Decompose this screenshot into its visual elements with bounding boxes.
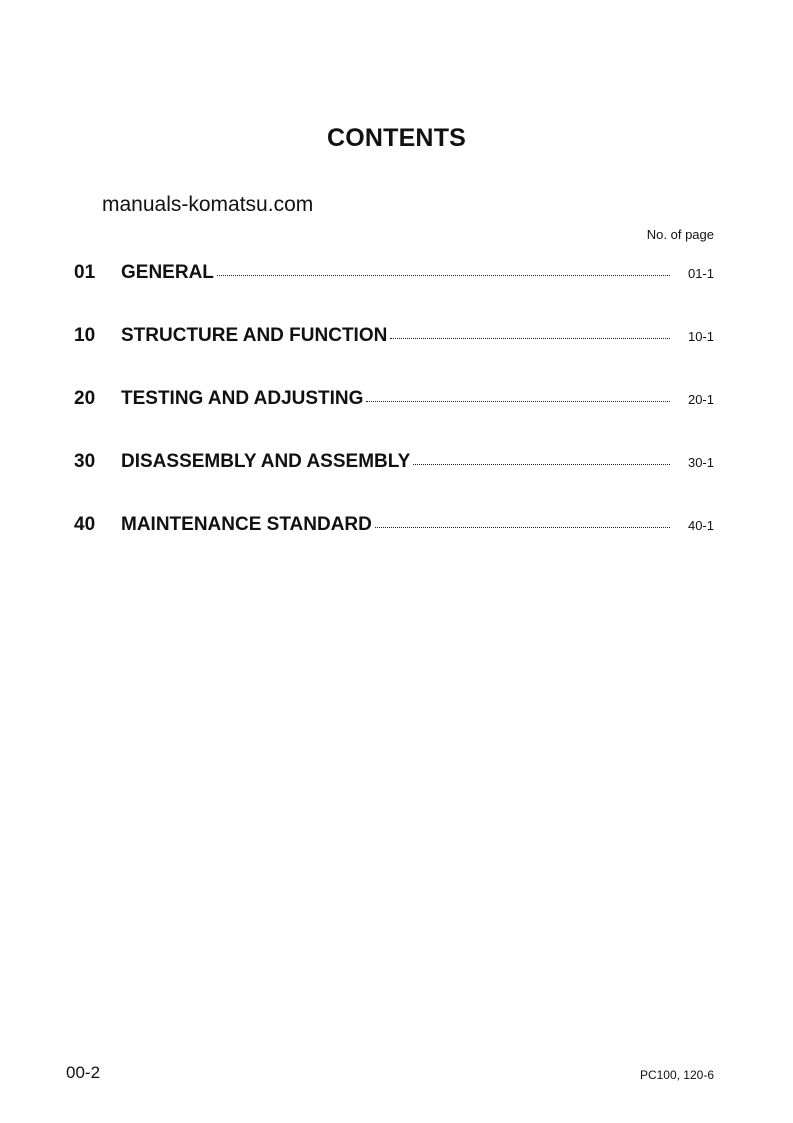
toc-dot-leader <box>366 400 670 402</box>
footer-model-designation: PC100, 120-6 <box>639 1068 714 1082</box>
toc-page-ref: 10-1 <box>687 329 714 344</box>
toc-dot-leader <box>413 463 670 465</box>
toc-dot-leader <box>375 526 670 528</box>
toc-entry-30[interactable] <box>74 451 714 514</box>
toc-entry-10[interactable] <box>74 325 714 388</box>
toc-entry-40[interactable] <box>74 514 714 577</box>
toc-section-number: 30 <box>74 451 96 472</box>
footer-page-number: 00-2 <box>66 1063 101 1082</box>
toc-section-title: DISASSEMBLY AND ASSEMBLY <box>121 451 411 472</box>
toc-entry-20[interactable] <box>74 388 714 451</box>
column-header-page-number: No. of page <box>646 227 714 242</box>
toc-section-number: 20 <box>74 388 96 409</box>
toc-dot-leader <box>217 274 670 276</box>
page-title: CONTENTS <box>326 124 467 152</box>
watermark-text: manuals-komatsu.com <box>102 193 314 216</box>
toc-section-number: 01 <box>74 262 96 283</box>
table-of-contents <box>74 262 714 577</box>
toc-section-number: 40 <box>74 514 96 535</box>
toc-section-title: MAINTENANCE STANDARD <box>121 514 372 535</box>
toc-page-ref: 40-1 <box>687 518 714 533</box>
toc-page-ref: 01-1 <box>687 266 714 281</box>
toc-dot-leader <box>390 337 670 339</box>
toc-section-title: TESTING AND ADJUSTING <box>121 388 364 409</box>
toc-section-title: GENERAL <box>121 262 214 283</box>
toc-section-number: 10 <box>74 325 96 346</box>
toc-section-title: STRUCTURE AND FUNCTION <box>121 325 388 346</box>
toc-page-ref: 20-1 <box>687 392 714 407</box>
toc-page-ref: 30-1 <box>687 455 714 470</box>
toc-entry-01[interactable] <box>74 262 714 325</box>
